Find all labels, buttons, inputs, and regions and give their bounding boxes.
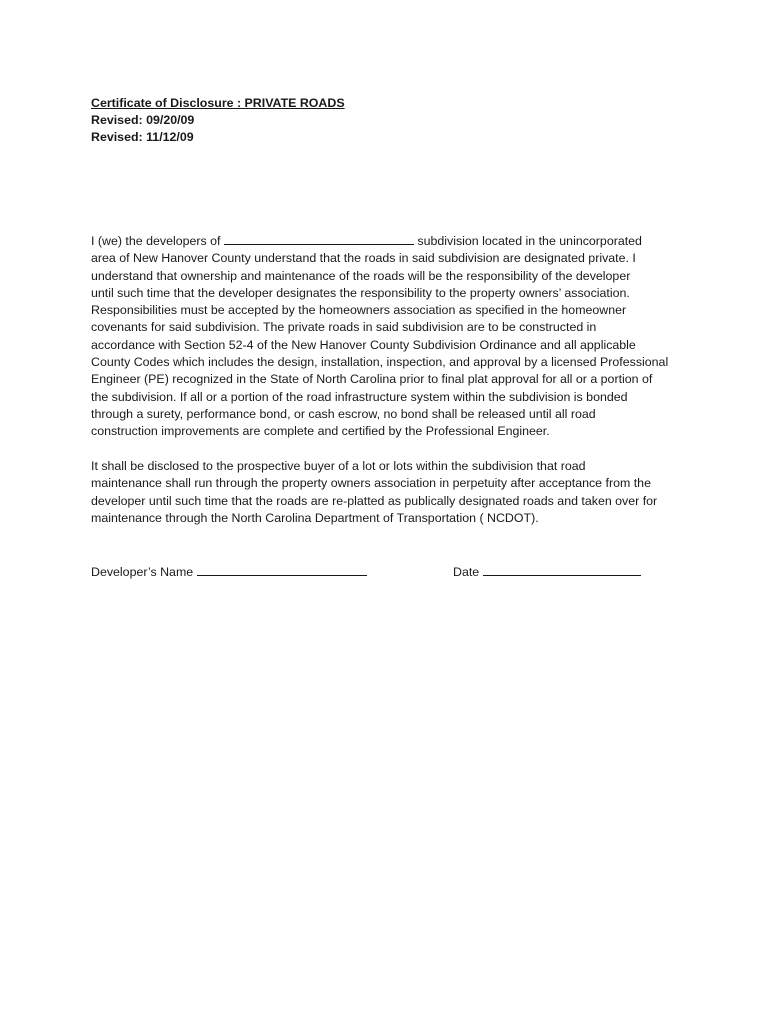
document-header	[91, 95, 345, 146]
paragraph-line: until such time that the developer designates the responsibility to the property owners’ association.	[91, 285, 630, 300]
developer-name-label: Developer’s Name	[91, 565, 194, 579]
disclosure-paragraph	[91, 232, 691, 441]
paragraph-line: It shall be disclosed to the prospective buyer of a lot or lots within the subdivision that road	[91, 459, 586, 473]
developer-name-blank[interactable]	[197, 563, 367, 576]
paragraph-line: understand that ownership and maintenance of the roads will be the responsibility of the developer	[91, 268, 631, 283]
paragraph-line	[91, 232, 691, 250]
paragraph-line: covenants for said subdivision. The private roads in said subdivision are to be constructed in	[91, 320, 597, 335]
buyer-disclosure-paragraph	[91, 458, 691, 527]
paragraph-line: maintenance through the North Carolina Department of Transportation ( NCDOT).	[91, 510, 539, 525]
date-blank[interactable]	[483, 563, 641, 576]
date-signature	[453, 563, 641, 581]
developers-label: I (we) the developers of	[91, 234, 221, 248]
paragraph-line: area of New Hanover County understand that the roads in said subdivision are designated private. I	[91, 251, 636, 266]
revision-date-2: Revised: 11/12/09	[91, 130, 194, 144]
paragraph-line: construction improvements are complete and certified by the Professional Engineer.	[91, 424, 550, 439]
revision-date-1: Revised: 09/20/09	[91, 113, 195, 127]
paragraph-line: Engineer (PE) recognized in the State of North Carolina prior to final plat approval for all or a portion of	[91, 372, 653, 387]
date-label: Date	[453, 565, 480, 579]
paragraph-line: developer until such time that the roads are re-platted as publically designated roads and taken over for	[91, 493, 658, 508]
subdivision-name-blank[interactable]	[224, 232, 414, 245]
paragraph-line: Responsibilities must be accepted by the homeowners association as specified in the homeowner	[91, 303, 627, 318]
paragraph-line: the subdivision. If all or a portion of the road infrastructure system within the subdivision is bonded	[91, 389, 628, 404]
paragraph-line: maintenance shall run through the property owners association in perpetuity after acceptance from the	[91, 476, 651, 491]
subdivision-location-text: subdivision located in the unincorporated	[417, 234, 642, 248]
developer-name-signature	[91, 563, 367, 581]
paragraph-line: accordance with Section 52-4 of the New Hanover County Subdivision Ordinance and all applicable	[91, 337, 636, 352]
document-title: Certificate of Disclosure : PRIVATE ROADS	[91, 96, 345, 110]
paragraph-line: County Codes which includes the design, installation, inspection, and approval by a licensed Professional	[91, 355, 669, 370]
paragraph-line: through a surety, performance bond, or cash escrow, no bond shall be released until all road	[91, 406, 596, 421]
